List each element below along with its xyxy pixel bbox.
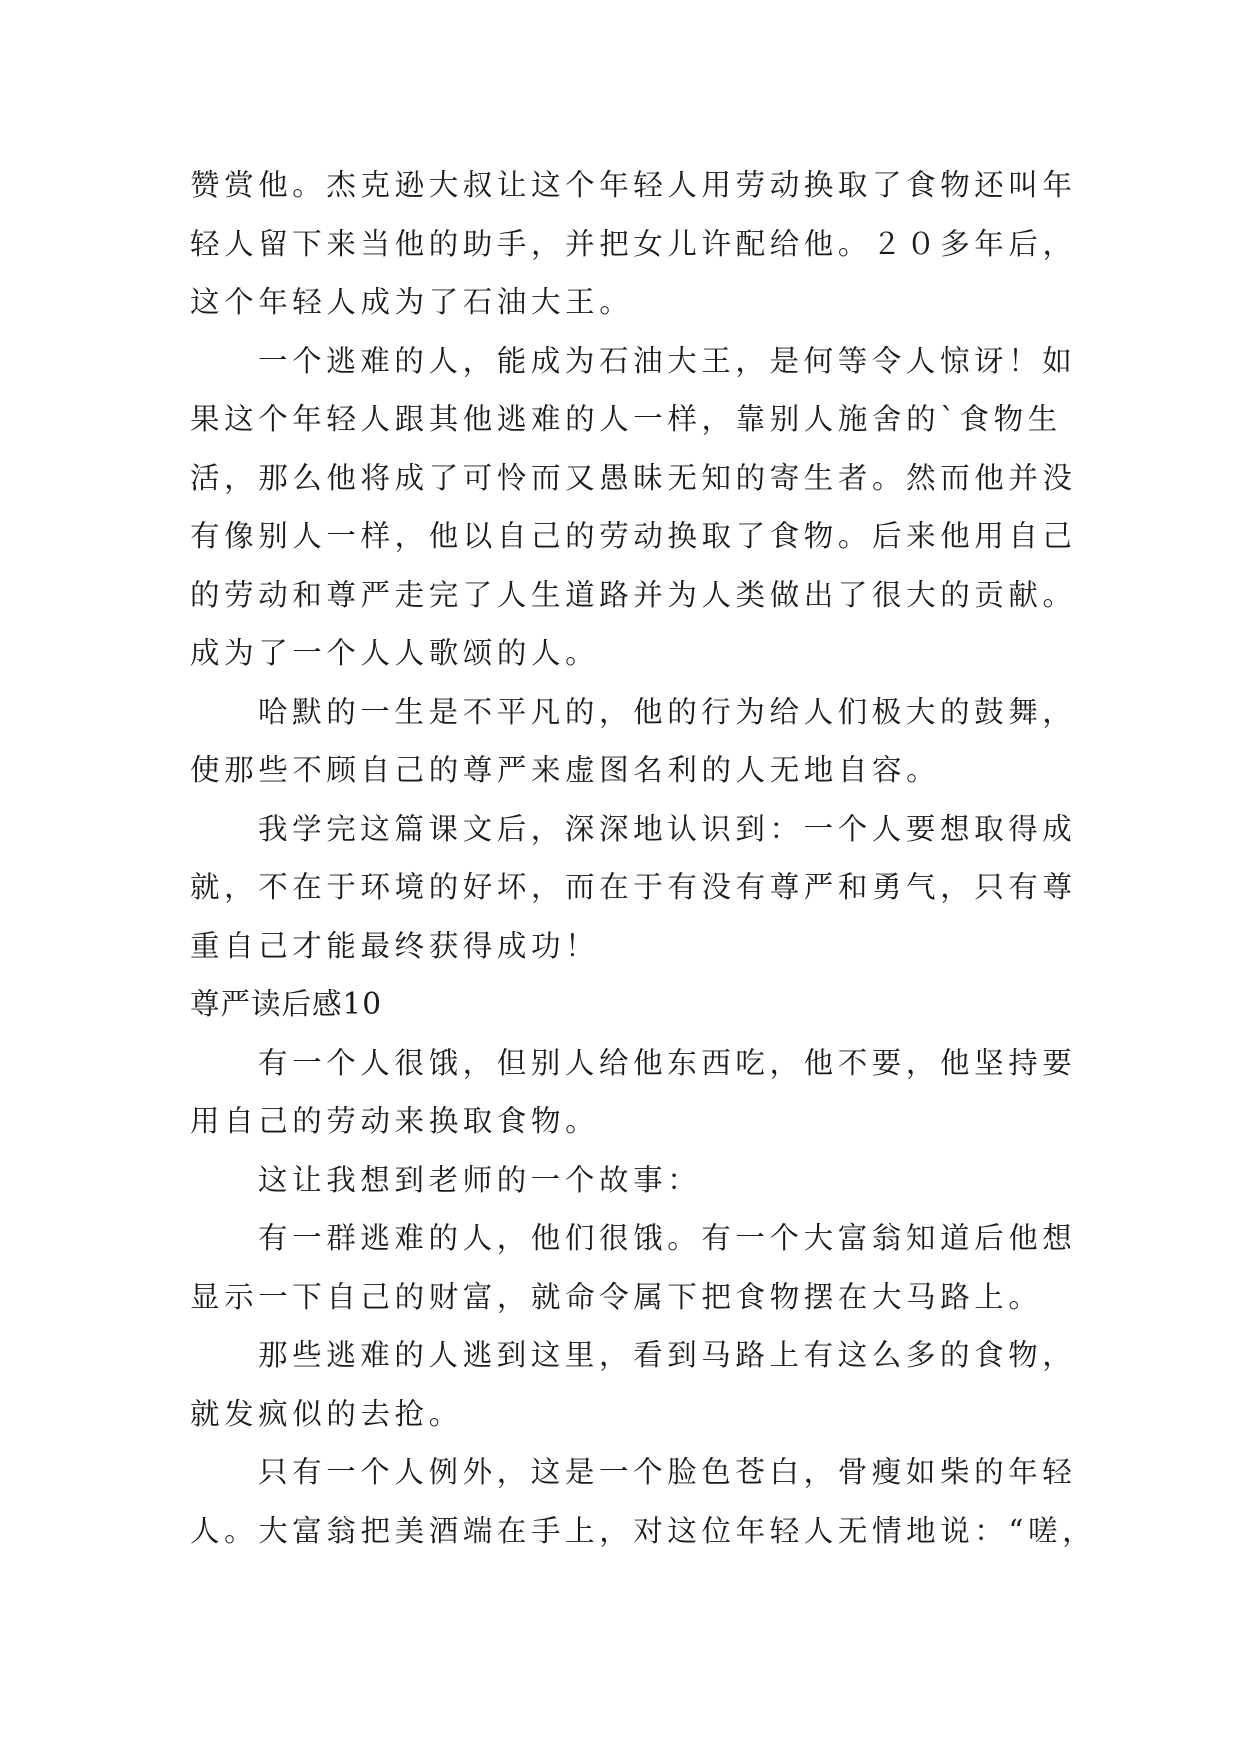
text-line: 用自己的劳动来换取食物。 <box>190 1104 600 1138</box>
text-line: 有一群逃难的人，他们很饿。有一个大富翁知道后他想 <box>258 1221 1077 1255</box>
text-line: 成为了一个人人歌颂的人。 <box>190 636 600 670</box>
text-line: 只有一个人例外，这是一个脸色苍白，骨瘦如柴的年轻 <box>258 1455 1077 1489</box>
text-line: 显示一下自己的财富，就命令属下把食物摆在大马路上。 <box>190 1279 1043 1314</box>
text-line: 的劳动和尊严走完了人生道路并为人类做出了很大的贡献。 <box>190 577 1077 612</box>
text-line: 赞赏他。杰克逊大叔让这个年轻人用劳动换取了食物还叫年 <box>190 168 1077 202</box>
text-line: 这让我想到老师的一个故事： <box>258 1162 702 1197</box>
text-line: 人。大富翁把美酒端在手上，对这位年轻人无情地说：“嗟， <box>190 1513 1097 1548</box>
text-line: 一个逃难的人，能成为石油大王，是何等令人惊讶！如 <box>258 343 1077 378</box>
text-line: 重自己才能最终获得成功！ <box>190 928 600 963</box>
text-line: 有一个人很饿，但别人给他东西吃，他不要，他坚持要 <box>258 1045 1077 1080</box>
document-body <box>190 156 1097 1560</box>
text-line: 活，那么他将成了可怜而又愚昧无知的寄生者。然而他并没 <box>190 460 1077 495</box>
text-line: 就发疯似的去抢。 <box>190 1396 463 1431</box>
text-line: 轻人留下来当他的助手，并把女儿许配给他。２０多年后， <box>190 226 1077 261</box>
text-line: 这个年轻人成为了石油大王。 <box>190 285 634 319</box>
text-line: 使那些不顾自己的尊严来虚图名利的人无地自容。 <box>190 753 941 787</box>
text-line: 果这个年轻人跟其他逃难的人一样，靠别人施舍的`食物生 <box>190 402 1062 436</box>
text-line: 有像别人一样，他以自己的劳动换取了食物。后来他用自己 <box>190 519 1077 553</box>
section-heading: 尊严读后感10 <box>190 987 383 1021</box>
text-line: 那些逃难的人逃到这里，看到马路上有这么多的食物， <box>258 1338 1077 1372</box>
text-line: 就，不在于环境的好坏，而在于有没有尊严和勇气，只有尊 <box>190 870 1077 904</box>
text-line: 我学完这篇课文后，深深地认识到：一个人要想取得成 <box>258 811 1077 846</box>
text-line: 哈默的一生是不平凡的，他的行为给人们极大的鼓舞， <box>258 694 1077 729</box>
